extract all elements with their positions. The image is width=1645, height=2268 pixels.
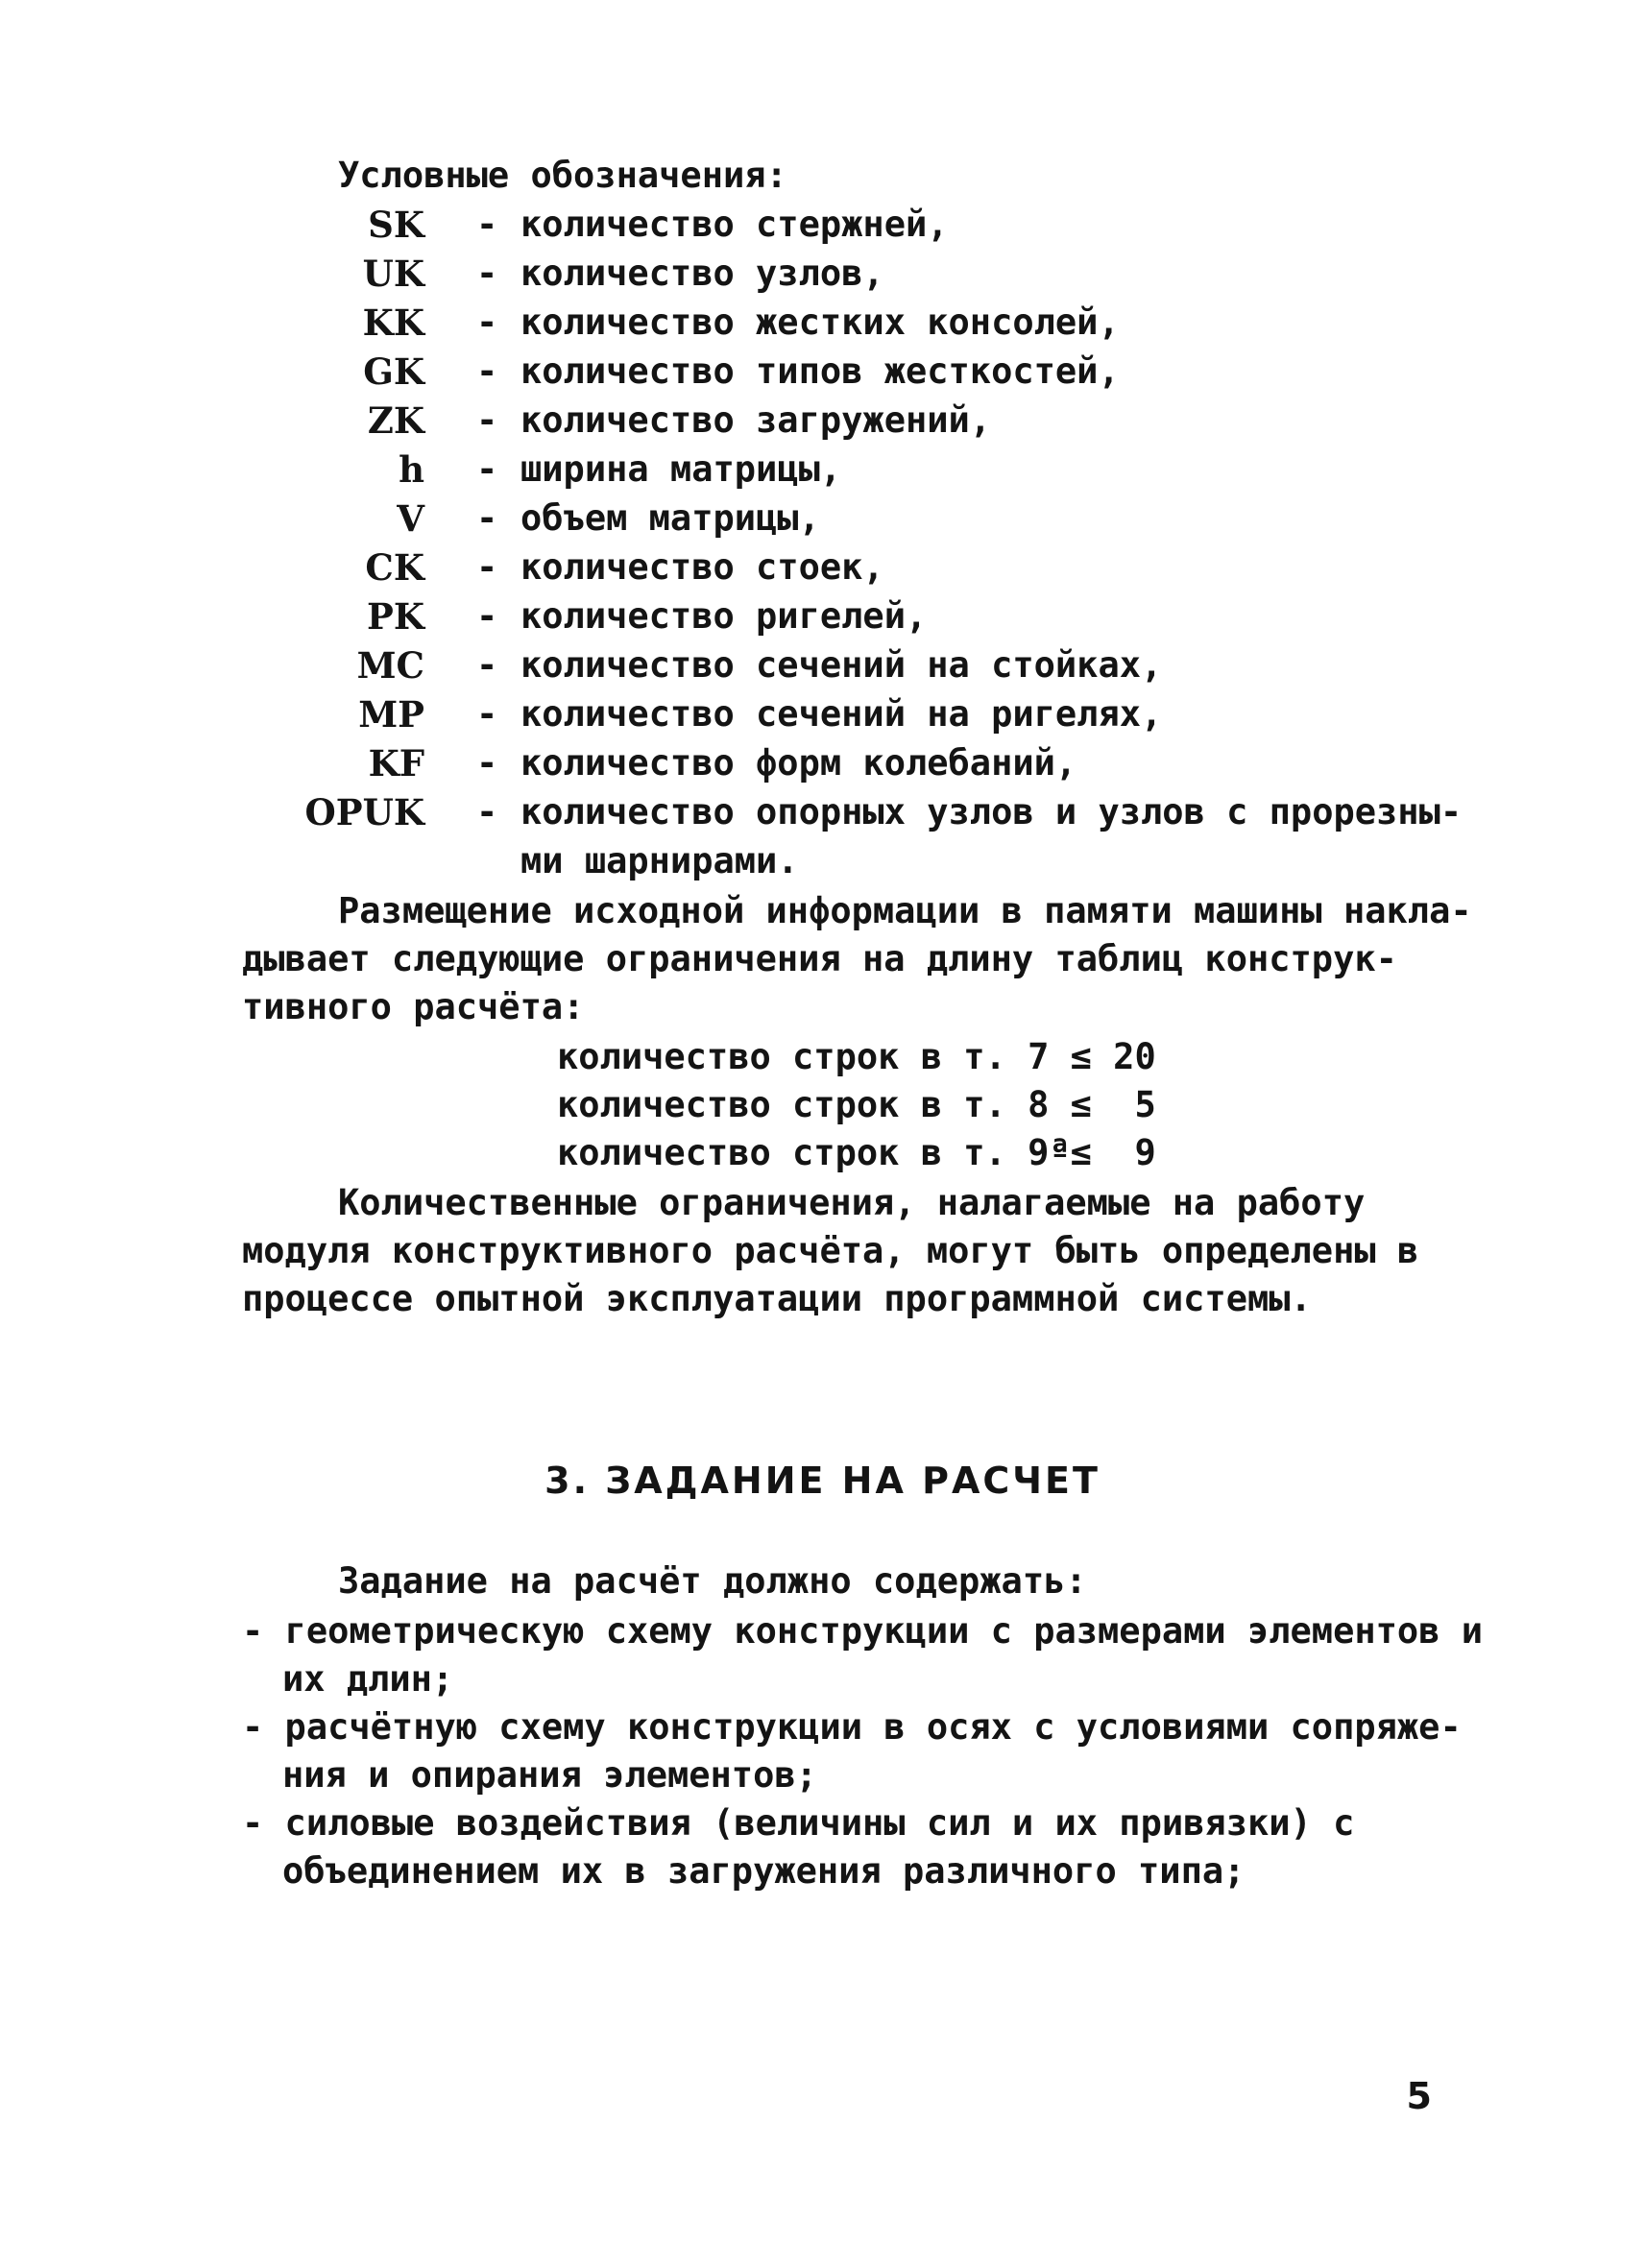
legend-row	[317, 299, 1421, 348]
legend-row	[317, 250, 1421, 299]
legend-row	[317, 592, 1421, 641]
legend-symbol: CK	[365, 546, 424, 589]
legend-symbol: KK	[362, 302, 424, 344]
list-item: - расчётную схему конструкции в осях с условиями сопряже-	[242, 1706, 1462, 1748]
legend-row	[304, 788, 1463, 837]
legend-row	[317, 446, 1421, 495]
list-item: - силовые воздействия (величины сил и их привязки) с	[242, 1802, 1355, 1844]
legend-text: количество типов жесткостей,	[520, 350, 1120, 392]
legend-dash: -	[476, 204, 498, 245]
section-heading: 3. ЗАДАНИЕ НА РАСЧЕТ	[544, 1460, 1101, 1502]
legend-symbol: GK	[363, 350, 424, 393]
legend-dash: -	[476, 742, 498, 784]
legend-text: объем матрицы,	[520, 497, 820, 539]
legend-text: количество ригелей,	[520, 595, 928, 637]
legend-text: количество загружений,	[520, 399, 992, 441]
limit-line: количество строк в т. 9ª≤ 9	[557, 1132, 1156, 1173]
requirements-intro-line: Задание на расчёт должно содержать:	[338, 1560, 1087, 1602]
legend-symbol: ZK	[367, 399, 424, 442]
legend-dash: -	[476, 644, 498, 686]
legend-dash: -	[476, 448, 498, 490]
legend-text: количество стержней,	[520, 204, 949, 245]
legend-text: количество форм колебаний,	[520, 742, 1077, 784]
legend-symbol: OPUK	[304, 791, 424, 833]
legend-dash: -	[476, 791, 498, 832]
legend-symbol: MC	[356, 644, 424, 687]
legend-row	[317, 739, 1421, 788]
legend-dash: -	[476, 693, 498, 735]
legend-row	[317, 690, 1421, 739]
legend-symbol: SK	[368, 204, 424, 246]
legend-symbol: PK	[367, 595, 424, 638]
legend-dash: -	[476, 595, 498, 637]
limit-line: количество строк в т. 8 ≤ 5	[557, 1084, 1156, 1125]
legend-text: количество жестких консолей,	[520, 302, 1120, 343]
legend-row	[317, 641, 1421, 690]
legend-text: количество узлов,	[520, 253, 884, 294]
requirements-list	[242, 1607, 1484, 1895]
list-item-continuation: объединением их в загружения различного типа;	[282, 1850, 1246, 1892]
limit-line: количество строк в т. 7 ≤ 20	[557, 1036, 1156, 1077]
legend-symbol: KF	[368, 742, 424, 784]
paragraph-quantitative-limits	[242, 1179, 1419, 1323]
legend-continuation-row	[317, 837, 1421, 886]
legend-text: количество стоек,	[520, 546, 884, 588]
list-item-continuation: ния и опирания элементов;	[282, 1754, 817, 1796]
legend-text: количество опорных узлов и узлов с прорезны-	[520, 791, 1463, 832]
legend-dash: -	[476, 253, 498, 294]
legend-dash: -	[476, 399, 498, 441]
legend-symbol: h	[399, 448, 424, 491]
legend-symbol: V	[397, 497, 424, 540]
legend-dash: -	[476, 546, 498, 588]
legend-text: количество сечений на стойках,	[520, 644, 1163, 686]
legend-dash: -	[476, 302, 498, 343]
page-number: 5	[1406, 2075, 1432, 2117]
legend-list	[304, 201, 1463, 886]
legend-row	[317, 543, 1421, 592]
paragraph-line: Количественные ограничения, налагаемые на работу	[338, 1182, 1366, 1223]
list-item: - геометрическую схему конструкции с размерами элементов и	[242, 1610, 1484, 1652]
paragraph-line: Размещение исходной информации в памяти машины накла-	[338, 890, 1472, 931]
legend-dash: -	[476, 350, 498, 392]
paragraph-line: модуля конструктивного расчёта, могут быть определены в	[242, 1230, 1419, 1271]
legend-row	[317, 495, 1421, 543]
paragraph-memory-limits	[242, 887, 1472, 1031]
list-item-continuation: их длин;	[282, 1658, 454, 1700]
paragraph-line: дывает следующие ограничения на длину таблиц конструк-	[242, 938, 1397, 979]
legend-row	[317, 397, 1421, 446]
legend-dash: -	[476, 497, 498, 539]
legend-symbol: MP	[358, 693, 424, 736]
legend-row	[317, 201, 1421, 250]
paragraph-line: процессе опытной эксплуатации программной системы.	[242, 1278, 1312, 1319]
legend-intro: Условные обозначения:	[338, 155, 787, 196]
paragraph-line: тивного расчёта:	[242, 986, 585, 1027]
legend-row	[317, 348, 1421, 397]
legend-continuation: ми шарнирами.	[520, 840, 799, 881]
legend-text: ширина матрицы,	[520, 448, 842, 490]
legend-text: количество сечений на ригелях,	[520, 693, 1163, 735]
requirements-intro	[242, 1557, 1394, 1605]
legend-symbol: UK	[362, 253, 424, 295]
